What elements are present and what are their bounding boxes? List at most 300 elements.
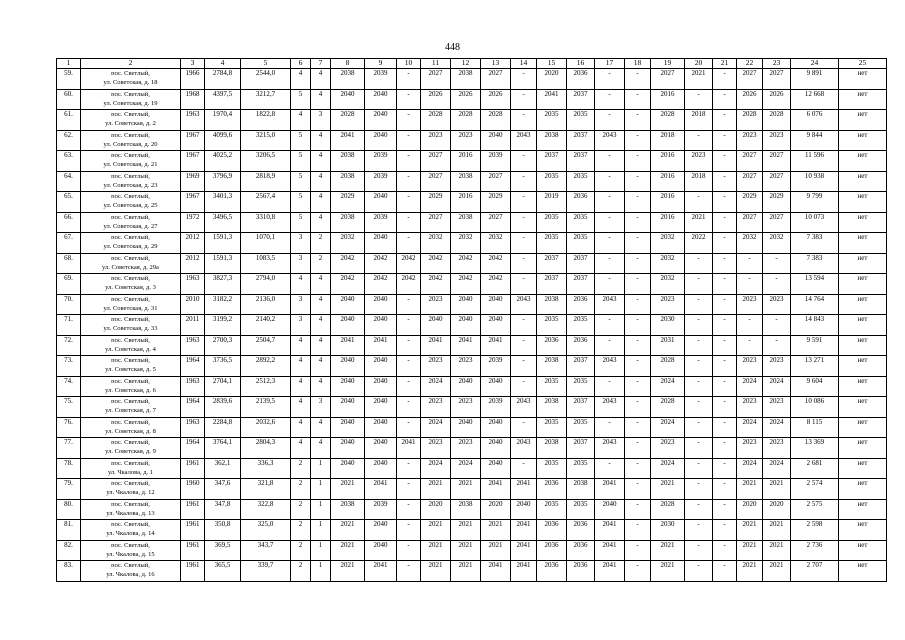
cell-col-13: 2041 bbox=[511, 479, 537, 500]
cell-col-8: 2040 bbox=[365, 192, 397, 213]
cell-col-9: - bbox=[397, 520, 421, 541]
cell-col-22: 2021 bbox=[763, 540, 791, 561]
cell-col-24: нет bbox=[839, 69, 887, 90]
cell-col-24: нет bbox=[839, 458, 887, 479]
cell-col-6: 4 bbox=[311, 417, 331, 438]
table-row bbox=[57, 315, 887, 336]
cell-col-14: 2037 bbox=[537, 151, 567, 172]
column-header: 4 bbox=[205, 59, 241, 69]
cell-col-10: 2020 bbox=[421, 499, 451, 520]
cell-col-20: - bbox=[713, 520, 737, 541]
cell-col-16: 2041 bbox=[595, 479, 625, 500]
address-settlement: пос. Светлый, bbox=[111, 275, 150, 282]
cell-col-9: - bbox=[397, 233, 421, 254]
cell-col-16: - bbox=[595, 335, 625, 356]
cell-col-9: - bbox=[397, 376, 421, 397]
address-settlement: пос. Светлый, bbox=[111, 480, 150, 487]
cell-col-5: 5 bbox=[291, 151, 311, 172]
table-row bbox=[57, 274, 887, 295]
cell-col-7: 2040 bbox=[331, 438, 365, 459]
cell-col-17: - bbox=[625, 417, 651, 438]
cell-col-2: 1963 bbox=[181, 335, 205, 356]
cell-col-24: нет bbox=[839, 376, 887, 397]
cell-col-23: 9 591 bbox=[791, 335, 839, 356]
cell-col-5: 5 bbox=[291, 130, 311, 151]
cell-col-21: 2024 bbox=[737, 417, 763, 438]
cell-col-23: 2 736 bbox=[791, 540, 839, 561]
cell-col-2: 1961 bbox=[181, 499, 205, 520]
cell-col-22: 2023 bbox=[763, 130, 791, 151]
cell-col-10: 2027 bbox=[421, 171, 451, 192]
cell-col-3: 3736,5 bbox=[205, 356, 241, 377]
table-row bbox=[57, 335, 887, 356]
cell-col-13: - bbox=[511, 356, 537, 377]
cell-col-16: 2043 bbox=[595, 130, 625, 151]
address-cell bbox=[81, 192, 181, 213]
cell-col-11: 2021 bbox=[451, 561, 481, 582]
address-street: ул. Советская, д. 29 bbox=[103, 243, 158, 250]
cell-col-14: 2038 bbox=[537, 356, 567, 377]
cell-col-8: 2040 bbox=[365, 438, 397, 459]
address-settlement: пос. Светлый, bbox=[111, 234, 150, 241]
cell-col-6: 1 bbox=[311, 458, 331, 479]
cell-col-3: 3796,9 bbox=[205, 171, 241, 192]
cell-col-20: - bbox=[713, 438, 737, 459]
cell-col-12: 2020 bbox=[481, 499, 511, 520]
cell-col-22: 2024 bbox=[763, 376, 791, 397]
cell-col-11: 2021 bbox=[451, 540, 481, 561]
cell-col-10: 2042 bbox=[421, 253, 451, 274]
cell-col-12: 2042 bbox=[481, 253, 511, 274]
cell-col-22: 2029 bbox=[763, 192, 791, 213]
cell-col-18: 2030 bbox=[651, 520, 685, 541]
cell-col-11: 2026 bbox=[451, 89, 481, 110]
address-cell bbox=[81, 253, 181, 274]
cell-col-19: - bbox=[685, 335, 713, 356]
cell-col-4: 2139,5 bbox=[241, 397, 291, 418]
cell-col-12: 2040 bbox=[481, 315, 511, 336]
cell-col-20: - bbox=[713, 561, 737, 582]
cell-col-8: 2039 bbox=[365, 151, 397, 172]
cell-col-23: 6 076 bbox=[791, 110, 839, 131]
cell-col-6: 4 bbox=[311, 151, 331, 172]
cell-col-9: 2041 bbox=[397, 438, 421, 459]
cell-col-18: 2031 bbox=[651, 335, 685, 356]
column-header: 23 bbox=[763, 59, 791, 69]
cell-col-20: - bbox=[713, 171, 737, 192]
row-number: 80. bbox=[57, 499, 81, 520]
address-settlement: пос. Светлый, bbox=[111, 336, 150, 344]
cell-col-2: 1963 bbox=[181, 274, 205, 295]
address-street: ул. Советская, д. 19 bbox=[103, 99, 158, 107]
cell-col-24: нет bbox=[839, 253, 887, 274]
address-cell bbox=[81, 110, 181, 131]
cell-col-19: - bbox=[685, 540, 713, 561]
cell-col-12: 2021 bbox=[481, 520, 511, 541]
column-header: 20 bbox=[685, 59, 713, 69]
address-street: ул. Советская, д. 4 bbox=[105, 345, 156, 353]
cell-col-13: - bbox=[511, 458, 537, 479]
cell-col-4: 2892,2 bbox=[241, 356, 291, 377]
cell-col-22: 2027 bbox=[763, 151, 791, 172]
cell-col-17: - bbox=[625, 397, 651, 418]
address-cell bbox=[81, 499, 181, 520]
cell-col-16: - bbox=[595, 110, 625, 131]
address-settlement: пос. Светлый, bbox=[111, 418, 150, 426]
address-cell bbox=[81, 520, 181, 541]
cell-col-12: 2027 bbox=[481, 212, 511, 233]
column-header: 8 bbox=[331, 59, 365, 69]
address-settlement: пос. Светлый, bbox=[111, 500, 150, 508]
cell-col-14: 2035 bbox=[537, 233, 567, 254]
cell-col-21: 2023 bbox=[737, 294, 763, 315]
cell-col-21: 2023 bbox=[737, 438, 763, 459]
cell-col-9: - bbox=[397, 356, 421, 377]
cell-col-2: 1966 bbox=[181, 69, 205, 90]
address-settlement: пос. Светлый, bbox=[111, 562, 150, 569]
cell-col-21: - bbox=[737, 253, 763, 274]
cell-col-24: нет bbox=[839, 315, 887, 336]
cell-col-9: - bbox=[397, 417, 421, 438]
address-settlement: пос. Светлый, bbox=[111, 172, 150, 180]
cell-col-17: - bbox=[625, 130, 651, 151]
cell-col-3: 3827,3 bbox=[205, 274, 241, 295]
cell-col-23: 9 799 bbox=[791, 192, 839, 213]
cell-col-24: нет bbox=[839, 171, 887, 192]
address-cell bbox=[81, 417, 181, 438]
cell-col-11: 2016 bbox=[451, 151, 481, 172]
cell-col-19: - bbox=[685, 192, 713, 213]
cell-col-9: - bbox=[397, 151, 421, 172]
table-row bbox=[57, 130, 887, 151]
cell-col-10: 2021 bbox=[421, 540, 451, 561]
cell-col-17: - bbox=[625, 356, 651, 377]
cell-col-2: 1963 bbox=[181, 376, 205, 397]
row-number: 83. bbox=[57, 561, 81, 582]
address-street: ул. Чкалова, д. 13 bbox=[106, 509, 155, 517]
address-cell bbox=[81, 294, 181, 315]
cell-col-7: 2038 bbox=[331, 69, 365, 90]
address-cell bbox=[81, 561, 181, 582]
cell-col-9: - bbox=[397, 540, 421, 561]
cell-col-3: 2284,8 bbox=[205, 417, 241, 438]
table-row bbox=[57, 397, 887, 418]
cell-col-16: - bbox=[595, 151, 625, 172]
cell-col-10: 2024 bbox=[421, 376, 451, 397]
cell-col-6: 3 bbox=[311, 397, 331, 418]
cell-col-18: 2028 bbox=[651, 499, 685, 520]
cell-col-21: 2023 bbox=[737, 397, 763, 418]
cell-col-13: 2043 bbox=[511, 130, 537, 151]
cell-col-9: - bbox=[397, 110, 421, 131]
address-cell bbox=[81, 479, 181, 500]
cell-col-6: 2 bbox=[311, 233, 331, 254]
column-header: 11 bbox=[421, 59, 451, 69]
cell-col-13: - bbox=[511, 192, 537, 213]
cell-col-14: 2038 bbox=[537, 397, 567, 418]
row-number: 71. bbox=[57, 315, 81, 336]
cell-col-19: 2018 bbox=[685, 110, 713, 131]
cell-col-17: - bbox=[625, 376, 651, 397]
cell-col-7: 2040 bbox=[331, 89, 365, 110]
cell-col-7: 2038 bbox=[331, 212, 365, 233]
table-row bbox=[57, 253, 887, 274]
cell-col-19: 2018 bbox=[685, 171, 713, 192]
cell-col-19: 2021 bbox=[685, 69, 713, 90]
cell-col-19: - bbox=[685, 130, 713, 151]
cell-col-20: - bbox=[713, 315, 737, 336]
cell-col-9: - bbox=[397, 479, 421, 500]
address-settlement: пос. Светлый, bbox=[111, 254, 150, 262]
address-street: ул. Советская, д. 20 bbox=[103, 140, 158, 148]
table-row bbox=[57, 479, 887, 500]
cell-col-8: 2039 bbox=[365, 212, 397, 233]
cell-col-11: 2040 bbox=[451, 376, 481, 397]
address-settlement: пос. Светлый, bbox=[111, 357, 150, 364]
cell-col-23: 12 668 bbox=[791, 89, 839, 110]
cell-col-9: - bbox=[397, 171, 421, 192]
cell-col-18: 2023 bbox=[651, 438, 685, 459]
cell-col-10: 2023 bbox=[421, 397, 451, 418]
cell-col-2: 1963 bbox=[181, 110, 205, 131]
cell-col-18: 2027 bbox=[651, 69, 685, 90]
cell-col-2: 1967 bbox=[181, 192, 205, 213]
cell-col-7: 2038 bbox=[331, 171, 365, 192]
cell-col-15: 2036 bbox=[567, 561, 595, 582]
cell-col-18: 2023 bbox=[651, 294, 685, 315]
cell-col-3: 347,6 bbox=[205, 479, 241, 500]
cell-col-10: 2023 bbox=[421, 356, 451, 377]
cell-col-13: - bbox=[511, 335, 537, 356]
page-number: 448 bbox=[445, 42, 460, 53]
address-cell bbox=[81, 171, 181, 192]
cell-col-9: - bbox=[397, 130, 421, 151]
cell-col-18: 2024 bbox=[651, 376, 685, 397]
cell-col-21: - bbox=[737, 315, 763, 336]
cell-col-6: 4 bbox=[311, 315, 331, 336]
cell-col-24: нет bbox=[839, 151, 887, 172]
cell-col-18: 2032 bbox=[651, 233, 685, 254]
cell-col-4: 339,7 bbox=[241, 561, 291, 582]
cell-col-19: - bbox=[685, 376, 713, 397]
column-header: 10 bbox=[397, 59, 421, 69]
cell-col-14: 2035 bbox=[537, 458, 567, 479]
cell-col-15: 2036 bbox=[567, 335, 595, 356]
address-settlement: пос. Светлый, bbox=[111, 541, 150, 549]
row-number: 68. bbox=[57, 253, 81, 274]
row-number: 78. bbox=[57, 458, 81, 479]
cell-col-13: - bbox=[511, 315, 537, 336]
cell-col-20: - bbox=[713, 479, 737, 500]
cell-col-12: 2028 bbox=[481, 110, 511, 131]
cell-col-17: - bbox=[625, 110, 651, 131]
cell-col-21: 2024 bbox=[737, 376, 763, 397]
address-street: ул. Советская, д. 33 bbox=[103, 325, 158, 332]
cell-col-6: 4 bbox=[311, 294, 331, 315]
cell-col-17: - bbox=[625, 69, 651, 90]
cell-col-23: 2 707 bbox=[791, 561, 839, 582]
address-settlement: пос. Светлый, bbox=[111, 152, 150, 159]
cell-col-16: - bbox=[595, 274, 625, 295]
cell-col-23: 8 115 bbox=[791, 417, 839, 438]
cell-col-5: 4 bbox=[291, 335, 311, 356]
table-row bbox=[57, 171, 887, 192]
cell-col-24: нет bbox=[839, 438, 887, 459]
row-number: 62. bbox=[57, 130, 81, 151]
cell-col-14: 2020 bbox=[537, 69, 567, 90]
cell-col-16: - bbox=[595, 212, 625, 233]
cell-col-8: 2040 bbox=[365, 417, 397, 438]
cell-col-8: 2040 bbox=[365, 540, 397, 561]
table-row bbox=[57, 417, 887, 438]
cell-col-23: 13 369 bbox=[791, 438, 839, 459]
cell-col-24: нет bbox=[839, 294, 887, 315]
address-street: ул. Советская, д. 9 bbox=[105, 448, 156, 455]
cell-col-6: 4 bbox=[311, 376, 331, 397]
cell-col-22: 2032 bbox=[763, 233, 791, 254]
cell-col-8: 2040 bbox=[365, 89, 397, 110]
cell-col-5: 4 bbox=[291, 397, 311, 418]
column-header: 25 bbox=[839, 59, 887, 69]
cell-col-16: - bbox=[595, 458, 625, 479]
cell-col-22: - bbox=[763, 253, 791, 274]
cell-col-3: 1591,3 bbox=[205, 233, 241, 254]
cell-col-3: 350,8 bbox=[205, 520, 241, 541]
cell-col-9: - bbox=[397, 212, 421, 233]
cell-col-3: 4025,2 bbox=[205, 151, 241, 172]
cell-col-3: 2700,3 bbox=[205, 335, 241, 356]
cell-col-21: 2032 bbox=[737, 233, 763, 254]
cell-col-4: 1822,8 bbox=[241, 110, 291, 131]
cell-col-14: 2037 bbox=[537, 274, 567, 295]
cell-col-7: 2040 bbox=[331, 376, 365, 397]
cell-col-7: 2040 bbox=[331, 458, 365, 479]
cell-col-20: - bbox=[713, 130, 737, 151]
cell-col-23: 13 594 bbox=[791, 274, 839, 295]
row-number: 61. bbox=[57, 110, 81, 131]
cell-col-10: 2023 bbox=[421, 130, 451, 151]
cell-col-16: 2043 bbox=[595, 438, 625, 459]
cell-col-22: 2020 bbox=[763, 499, 791, 520]
address-settlement: пос. Светлый, bbox=[111, 398, 150, 405]
cell-col-18: 2018 bbox=[651, 130, 685, 151]
row-number: 67. bbox=[57, 233, 81, 254]
cell-col-6: 4 bbox=[311, 274, 331, 295]
row-number: 74. bbox=[57, 376, 81, 397]
cell-col-15: 2035 bbox=[567, 171, 595, 192]
cell-col-8: 2040 bbox=[365, 397, 397, 418]
address-settlement: пос. Светлый, bbox=[111, 377, 150, 385]
cell-col-23: 2 681 bbox=[791, 458, 839, 479]
cell-col-9: - bbox=[397, 561, 421, 582]
address-settlement: пос. Светлый, bbox=[111, 111, 150, 118]
cell-col-8: 2040 bbox=[365, 233, 397, 254]
row-number: 76. bbox=[57, 417, 81, 438]
cell-col-15: 2035 bbox=[567, 315, 595, 336]
cell-col-19: - bbox=[685, 520, 713, 541]
column-header: 3 bbox=[181, 59, 205, 69]
cell-col-8: 2042 bbox=[365, 253, 397, 274]
cell-col-16: 2043 bbox=[595, 397, 625, 418]
address-cell bbox=[81, 315, 181, 336]
cell-col-3: 2784,8 bbox=[205, 69, 241, 90]
cell-col-2: 1968 bbox=[181, 89, 205, 110]
cell-col-11: 2042 bbox=[451, 253, 481, 274]
table-row bbox=[57, 69, 887, 90]
cell-col-11: 2038 bbox=[451, 499, 481, 520]
cell-col-20: - bbox=[713, 151, 737, 172]
cell-col-5: 4 bbox=[291, 110, 311, 131]
cell-col-18: 2016 bbox=[651, 212, 685, 233]
column-header: 9 bbox=[365, 59, 397, 69]
cell-col-22: 2023 bbox=[763, 397, 791, 418]
cell-col-18: 2032 bbox=[651, 253, 685, 274]
cell-col-16: - bbox=[595, 89, 625, 110]
cell-col-22: - bbox=[763, 274, 791, 295]
cell-col-3: 3199,2 bbox=[205, 315, 241, 336]
cell-col-8: 2039 bbox=[365, 499, 397, 520]
cell-col-17: - bbox=[625, 294, 651, 315]
cell-col-7: 2040 bbox=[331, 315, 365, 336]
address-cell bbox=[81, 151, 181, 172]
cell-col-8: 2039 bbox=[365, 171, 397, 192]
cell-col-5: 5 bbox=[291, 192, 311, 213]
cell-col-5: 4 bbox=[291, 438, 311, 459]
cell-col-7: 2029 bbox=[331, 192, 365, 213]
cell-col-21: 2021 bbox=[737, 520, 763, 541]
cell-col-2: 2010 bbox=[181, 294, 205, 315]
address-street: ул. Чкалова, д. 14 bbox=[106, 530, 155, 537]
cell-col-11: 2023 bbox=[451, 130, 481, 151]
cell-col-20: - bbox=[713, 294, 737, 315]
cell-col-15: 2035 bbox=[567, 376, 595, 397]
cell-col-7: 2041 bbox=[331, 335, 365, 356]
row-number: 70. bbox=[57, 294, 81, 315]
cell-col-15: 2036 bbox=[567, 294, 595, 315]
cell-col-6: 1 bbox=[311, 499, 331, 520]
address-street: ул. Советская, д. 29а bbox=[102, 263, 159, 271]
cell-col-7: 2040 bbox=[331, 356, 365, 377]
cell-col-24: нет bbox=[839, 89, 887, 110]
column-header: 16 bbox=[567, 59, 595, 69]
cell-col-15: 2035 bbox=[567, 110, 595, 131]
cell-col-4: 2140,2 bbox=[241, 315, 291, 336]
cell-col-20: - bbox=[713, 212, 737, 233]
cell-col-11: 2041 bbox=[451, 335, 481, 356]
cell-col-23: 10 938 bbox=[791, 171, 839, 192]
cell-col-20: - bbox=[713, 417, 737, 438]
register-table bbox=[56, 58, 887, 582]
cell-col-3: 2839,6 bbox=[205, 397, 241, 418]
cell-col-9: - bbox=[397, 192, 421, 213]
address-street: ул. Советская, д. 27 bbox=[103, 222, 158, 230]
cell-col-17: - bbox=[625, 89, 651, 110]
cell-col-5: 5 bbox=[291, 89, 311, 110]
cell-col-2: 1961 bbox=[181, 520, 205, 541]
cell-col-3: 365,5 bbox=[205, 561, 241, 582]
column-header: 6 bbox=[291, 59, 311, 69]
cell-col-23: 10 086 bbox=[791, 397, 839, 418]
cell-col-2: 1961 bbox=[181, 561, 205, 582]
cell-col-4: 1070,1 bbox=[241, 233, 291, 254]
cell-col-14: 2036 bbox=[537, 561, 567, 582]
cell-col-14: 2041 bbox=[537, 89, 567, 110]
cell-col-3: 3496,5 bbox=[205, 212, 241, 233]
row-number: 60. bbox=[57, 89, 81, 110]
cell-col-5: 3 bbox=[291, 294, 311, 315]
cell-col-4: 2818,9 bbox=[241, 171, 291, 192]
cell-col-13: - bbox=[511, 274, 537, 295]
